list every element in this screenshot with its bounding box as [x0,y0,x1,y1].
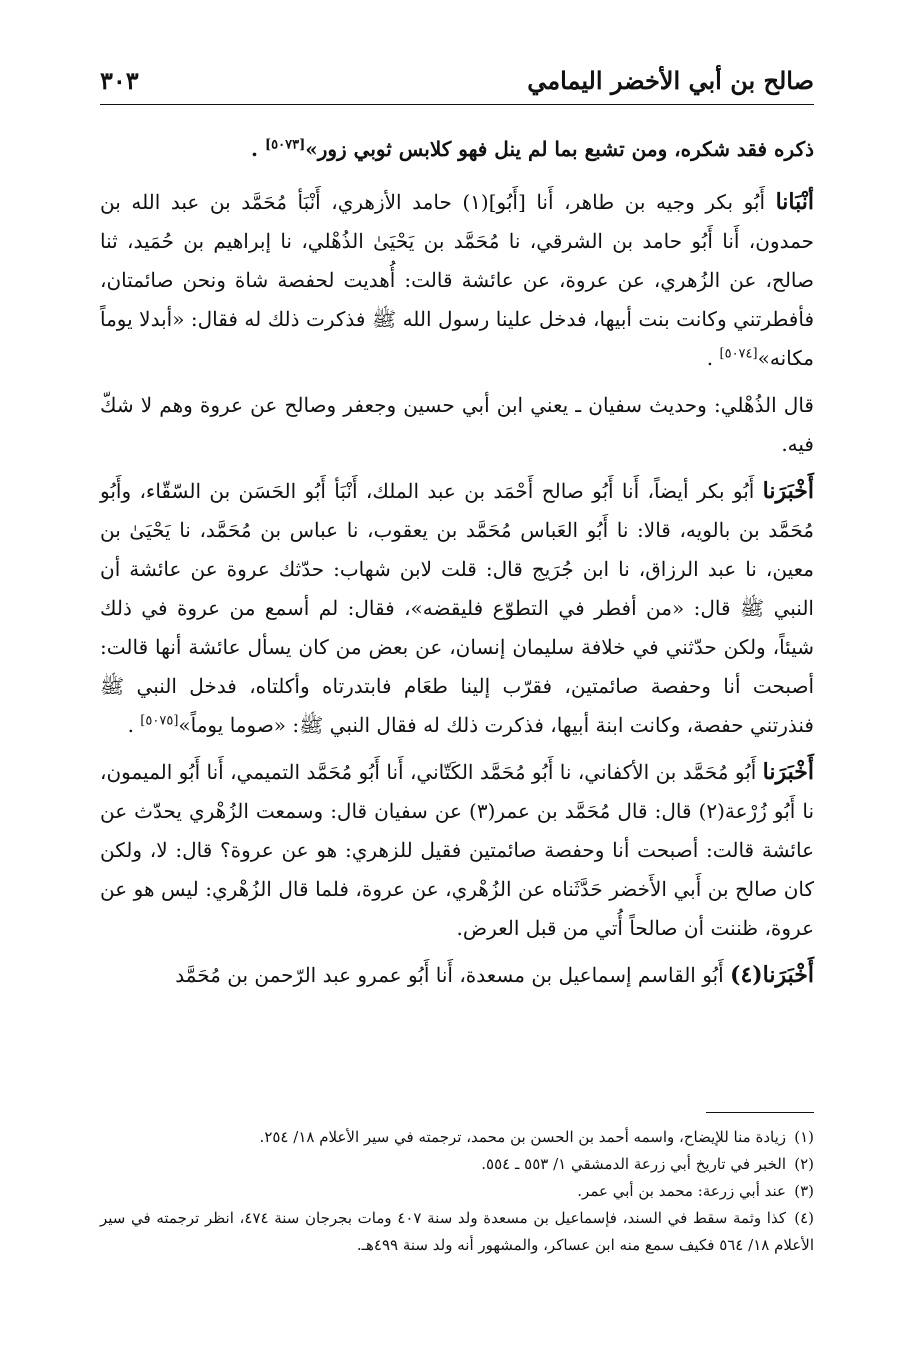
hadith-number: [٥٠٧٤] [719,346,758,362]
isnad-lead: أَخْبَرَنا(٤) [730,962,814,988]
paragraph-tail: . [251,137,258,161]
paragraph-tail: . [127,713,134,737]
paragraph-text: ذكره فقد شكره، ومن تشبع بما لم ينل فهو كلابس ثوبي زور» [305,137,814,161]
footnote-4 [100,1205,814,1259]
hadith-number: [٥٠٧٣] [264,137,306,153]
isnad-lead: أنْبَانا [775,189,814,215]
footnote-text: كذا وثمة سقط في السند، فإسماعيل بن مسعدة ولد سنة ٤٠٧ ومات بجرجان سنة ٤٧٤، انظر ترجمته في سير الأعلام ١٨/ ٥٦٤ فكيف سمع منه ابن عساكر، والمشهور أنه ولد سنة ٤٩٩هـ. [100,1209,814,1254]
footnote-1 [100,1124,814,1151]
paragraph-tail: . [706,346,714,370]
footnote-number: (١) [794,1128,814,1146]
paragraph-text: قال الذُهْلي: وحديث سفيان ـ يعني ابن أبي حسين وجعفر وصالح عن عروة وهم لا شكّ فيه. [100,393,814,456]
footnote-text: عند أبي زرعة: محمد بن أبي عمر. [577,1182,786,1200]
main-text [100,130,814,1003]
hadith-number: [٥٠٧٥] [140,713,179,729]
paragraph-2 [100,183,814,378]
paragraph-5 [100,753,814,948]
isnad-lead: أَخْبَرَنا [762,759,814,785]
paragraph-text: أَبُو بكر وجيه بن طاهر، أَنا [أَبُو](١) حامد الأزهري، أَنْبَأ مُحَمَّد بن عبد الله بن حمدون، أَنا أَبُو حامد بن الشرقي، نا مُحَمَّد بن يَحْيَىٰ الذُهْلي، نا إبراهيم بن حُمَيد، ثنا صالح، عن الزُهري، عن عروة، عن عائشة قالت: أُهديت لحفصة شاة ونحن صائمتان، فأفطرتني وكانت بنت أبيها، فدخل علينا رسول الله ﷺ فذكرت ذلك له فقال: «أبدلا يوماً مكانه» [100,190,815,370]
footnote-text: زيادة منا للإيضاح، واسمه أحمد بن الحسن بن محمد، ترجمته في سير الأعلام ١٨/ ٢٥٤. [259,1128,786,1146]
footnotes [100,1124,814,1259]
footnote-text: الخبر في تاريخ أبي زرعة الدمشقي ١/ ٥٥٣ ـ ٥٥٤. [481,1155,786,1173]
paragraph-text: أَبُو بكر أيضاً، أَنا أَبُو صالح أَحْمَد بن عبد الملك، أَنْبَأ أَبُو الحَسَن بن السّقّاء، وأَبُو مُحَمَّد بن بالويه، قالا: نا أَبُو العَباس مُحَمَّد بن يعقوب، نا عباس بن مُحَمَّد، نا يَحْيَىٰ بن معين، نا عبد الرزاق، نا ابن جُرَيج قال: قلت لابن شهاب: حدّثك عروة عن عائشة أن النبي ﷺ قال: «من أفطر في التطوّع فليقضه»، فقال: لم أسمع من عروة في ذلك شيئاً، ولكن حدّثني في خلافة سليمان إنسان، عن بعض من كان يسأل عائشة أنها قالت: أصبحت أنا وحفصة صائمتين، فقرّب إلينا طعَام فابتدرتاه وأكلتاه، فدخل النبي ﷺ فنذرتني حفصة، وكانت ابنة أبيها، فذكرت ذلك له فقال النبي ﷺ: «صوما يوماً» [100,479,814,737]
footnote-number: (٣) [794,1182,814,1200]
header-rule [100,104,814,105]
paragraph-6 [100,956,814,995]
paragraph-text: أَبُو القاسم إسماعيل بن مسعدة، أَنا أَبُو عمرو عبد الرّحمن بن مُحَمَّد [175,963,731,987]
isnad-lead: أَخْبَرَنا [762,478,814,504]
footnote-3 [100,1178,814,1205]
page-header [100,66,814,102]
paragraph-3 [100,386,814,464]
footnote-number: (٤) [794,1209,814,1227]
page-number: ٣٠٣ [100,66,139,95]
paragraph-text: أَبُو مُحَمَّد بن الأكفاني، نا أَبُو مُحَمَّد الكَتّاني، أَنا أَبُو مُحَمَّد التميمي، أَنا أَبُو الميمون، نا أَبُو زُرْعة(٢) قال: قال مُحَمَّد بن عمر(٣) عن سفيان قال: وسمعت الزُهْري يحدّث عن عائشة قالت: أصبحت أنا وحفصة صائمتين فقيل للزهري: هو عن عروة؟ قال: لا، ولكن كان صالح بن أَبي الأَخضر حَدَّثَناه عن الزُهْري، عن عروة، فلما قال الزُهْري: ليس هو عن عروة، ظننت أن صالحاً أُتي من قبل العرض. [100,760,815,940]
running-title: صالح بن أبي الأخضر اليمامي [527,66,814,95]
footnote-rule [706,1112,814,1113]
paragraph-4 [100,472,814,745]
footnote-2 [100,1151,814,1178]
footnote-number: (٢) [794,1155,814,1173]
paragraph-1 [100,130,814,169]
